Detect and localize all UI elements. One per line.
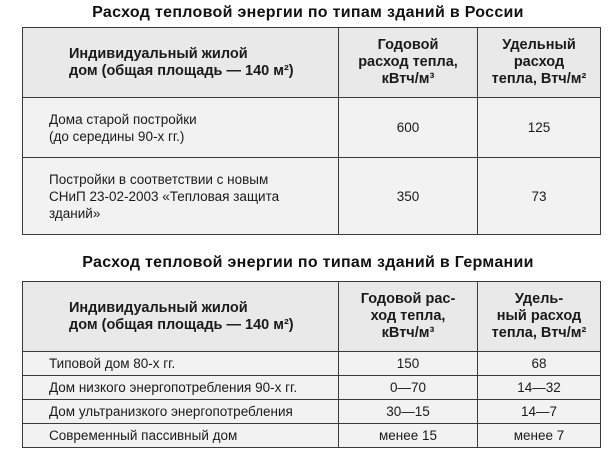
table-row <box>23 424 601 448</box>
header-line: кВтч/м³ <box>381 71 435 87</box>
germany-table-title: Расход тепловой энергии по типам зданий в Германии <box>82 254 534 271</box>
header-line: расход <box>513 54 565 70</box>
row-annual-value: 30—15 <box>339 400 478 424</box>
row-label: Типовой дом 80-х гг. <box>23 352 339 376</box>
row-label <box>23 158 339 235</box>
russia-header-row <box>23 28 601 98</box>
header-line: Индивидуальный жилой <box>69 45 248 62</box>
row-label-line: (до середины 90-х гг.) <box>49 128 185 144</box>
row-label <box>23 98 339 158</box>
header-line: кВтч/м³ <box>381 325 435 341</box>
russia-header-annual <box>339 28 478 98</box>
header-line: расход тепла, <box>358 54 458 70</box>
row-specific-value: 68 <box>478 352 601 376</box>
germany-header-specific <box>478 282 601 352</box>
row-label-line: СНиП 23-02-2003 «Тепловая защита <box>49 188 280 204</box>
row-specific-value: менее 7 <box>478 424 601 448</box>
row-specific-value: 73 <box>478 158 601 235</box>
row-label-line: зданий» <box>49 205 101 221</box>
table-row <box>23 98 601 158</box>
header-line: Удель- <box>514 291 564 307</box>
row-annual-value: 0—70 <box>339 376 478 400</box>
row-annual-value: 350 <box>339 158 478 235</box>
header-line: Годовой <box>377 37 439 53</box>
russia-heat-table <box>22 27 601 235</box>
germany-header-annual <box>339 282 478 352</box>
table-row <box>23 352 601 376</box>
germany-header-house-type <box>23 282 339 352</box>
table-row <box>23 158 601 235</box>
header-line: дом (общая площадь — 140 м²) <box>69 316 294 333</box>
header-line: ход тепла, <box>370 308 446 324</box>
header-line: дом (общая площадь — 140 м²) <box>69 62 294 79</box>
russia-header-specific <box>478 28 601 98</box>
row-specific-value: 125 <box>478 98 601 158</box>
row-label-line: Дома старой постройки <box>49 111 197 127</box>
row-label: Дом низкого энергопотребления 90-х гг. <box>23 376 339 400</box>
header-line: Удельный <box>502 37 576 53</box>
table-row <box>23 376 601 400</box>
table-row <box>23 400 601 424</box>
row-specific-value: 14—32 <box>478 376 601 400</box>
header-line: Годовой рас- <box>360 291 456 307</box>
row-specific-value: 14—7 <box>478 400 601 424</box>
row-label-line: Постройки в соответствии с новым <box>49 171 269 187</box>
row-annual-value: 150 <box>339 352 478 376</box>
germany-header-row <box>23 282 601 352</box>
row-annual-value: менее 15 <box>339 424 478 448</box>
russia-header-house-type <box>23 28 339 98</box>
header-line: тепла, Втч/м² <box>491 325 587 341</box>
header-line: Индивидуальный жилой <box>69 299 248 316</box>
row-label: Дом ультранизкого энергопотребления <box>23 400 339 424</box>
header-line: ный расход <box>496 308 582 324</box>
germany-heat-table <box>22 281 601 448</box>
header-line: тепла, Втч/м² <box>491 71 587 87</box>
row-label: Современный пассивный дом <box>23 424 339 448</box>
row-annual-value: 600 <box>339 98 478 158</box>
russia-table-title: Расход тепловой энергии по типам зданий в России <box>92 4 524 21</box>
